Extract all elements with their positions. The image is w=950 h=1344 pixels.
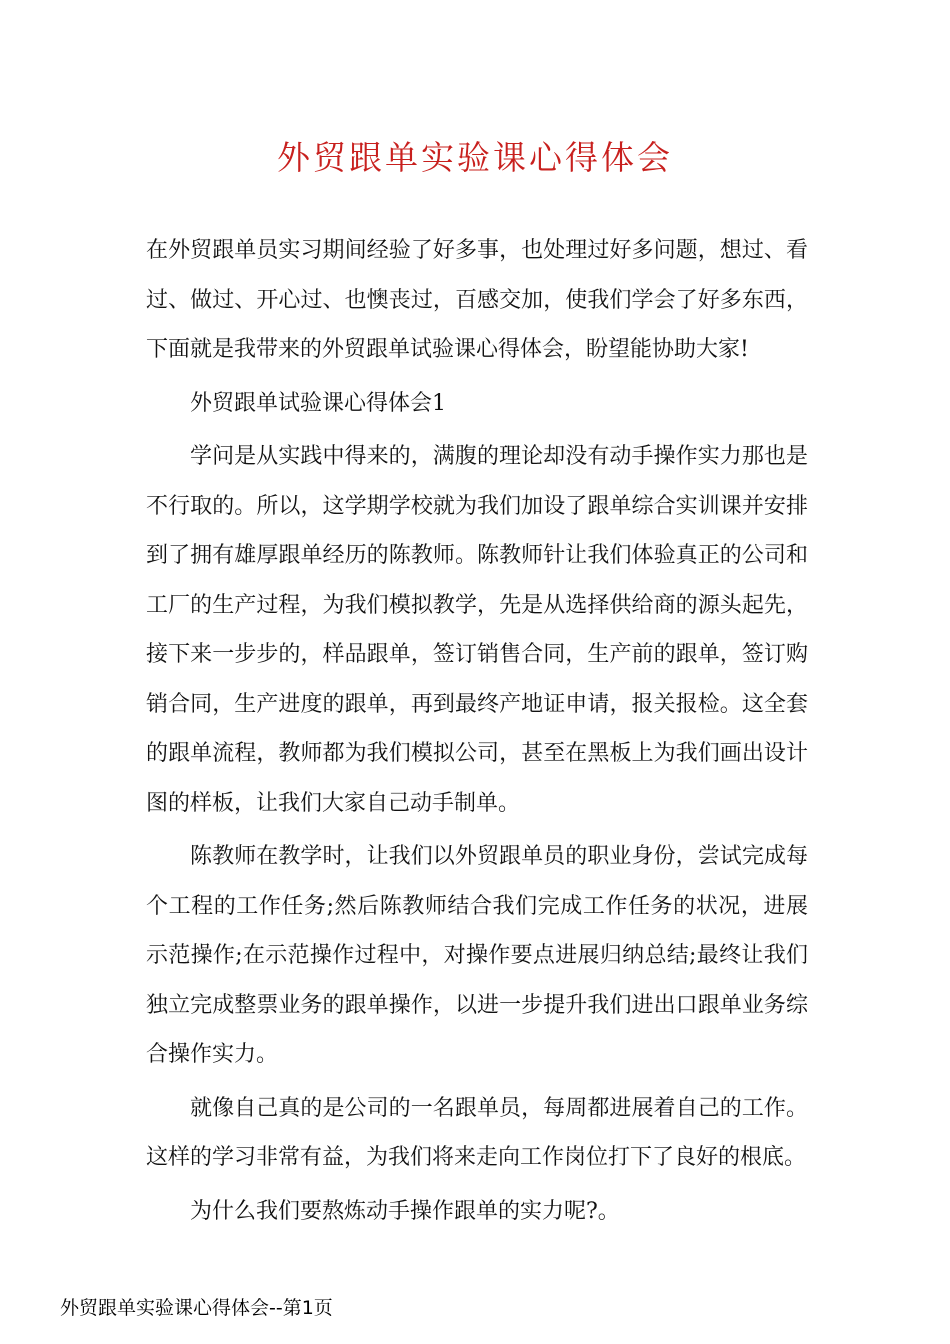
body-paragraph: 为什么我们要熬炼动手操作跟单的实力呢?。 bbox=[190, 1198, 620, 1224]
document-body bbox=[146, 226, 808, 1236]
section-heading: 外贸跟单试验课心得体会1 bbox=[190, 390, 446, 416]
body-paragraph: 学问是从实践中得来的，满腹的理论却没有动手操作实力那也是不行取的。所以，这学期学校就为我们加设了跟单综合实训课并安排到了拥有雄厚跟单经历的陈教师。陈教师针让我们体验真正的公司和工厂的生产过程，为我们模拟教学，先是从选择供给商的源头起先，接下来一步步的，样品跟单，签订销售合同，生产前的跟单，签订购销合同，生产进度的跟单，再到最终产地证申请，报关报检。这全套的跟单流程，教师都为我们模拟公司，甚至在黑板上为我们画出设计图的样板，让我们大家自己动手制单。 bbox=[146, 444, 808, 816]
document-title: 外贸跟单实验课心得体会 bbox=[277, 138, 673, 177]
page-footer: 外贸跟单实验课心得体会--第1页 bbox=[60, 1297, 333, 1319]
body-paragraph: 就像自己真的是公司的一名跟单员，每周都进展着自己的工作。这样的学习非常有益，为我们将来走向工作岗位打下了良好的根底。 bbox=[146, 1095, 808, 1170]
body-paragraph: 陈教师在教学时，让我们以外贸跟单员的职业身份，尝试完成每个工程的工作任务;然后陈教师结合我们完成工作任务的状况，进展示范操作;在示范操作过程中，对操作要点进展归纳总结;最终让我们独立完成整票业务的跟单操作，以进一步提升我们进出口跟单业务综合操作实力。 bbox=[146, 844, 808, 1067]
intro-paragraph: 在外贸跟单员实习期间经验了好多事，也处理过好多问题，想过、看过、做过、开心过、也懊丧过，百感交加，使我们学会了好多东西，下面就是我带来的外贸跟单试验课心得体会，盼望能协助大家! bbox=[146, 238, 808, 362]
